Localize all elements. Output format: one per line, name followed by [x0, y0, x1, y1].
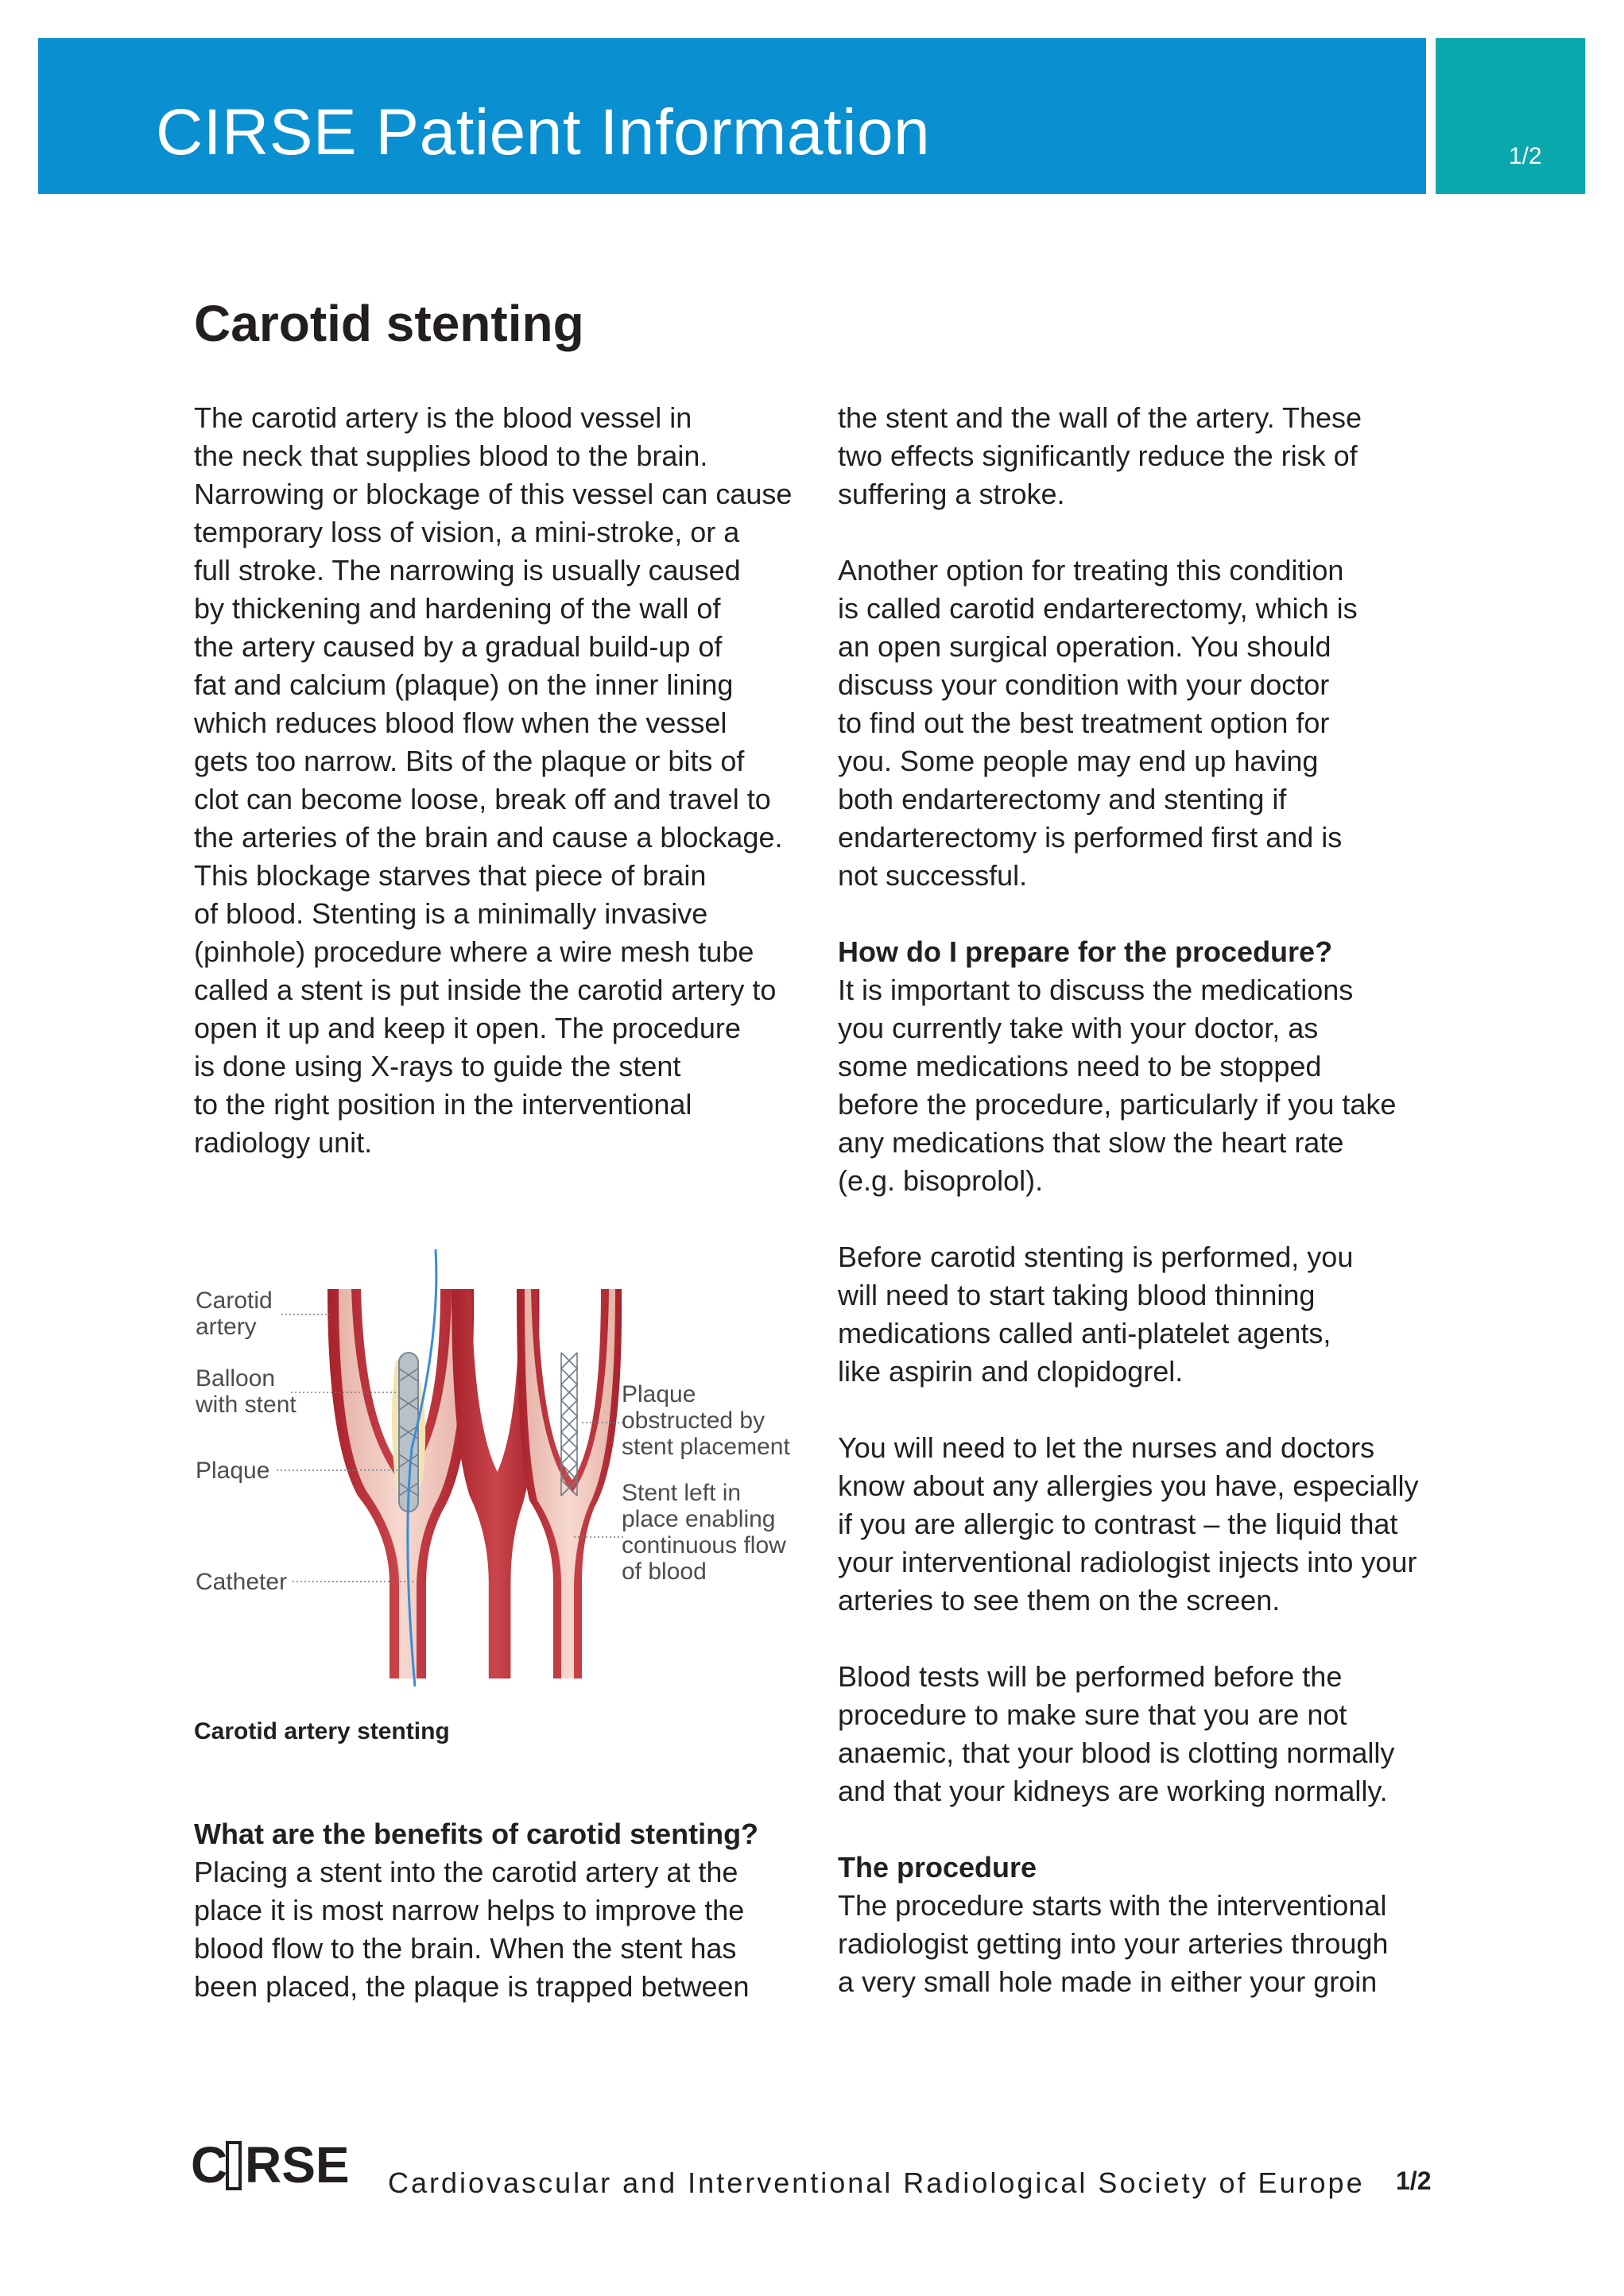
- artery-with-stent-detail: [517, 1289, 622, 1678]
- carotid-artery-illustration: [188, 1241, 808, 1694]
- intro-section: [194, 399, 814, 1162]
- procedure-paragraph: The procedure starts with the interventional radiologist getting into your arteries through a very small hole made in either your groin: [838, 1889, 1389, 1998]
- cirse-logo: [191, 2138, 358, 2190]
- prepare-paragraph-3: You will need to let the nurses and doctors know about any allergies you have, especially if you are allergic to contrast – the liquid that your interventional radiologist injects into your arteries to see them on the screen.: [838, 1431, 1419, 1616]
- continuation-paragraph: the stent and the wall of the artery. These two effects significantly reduce the risk of suffering a stroke.: [838, 401, 1362, 510]
- right-column: [838, 399, 1458, 2001]
- prepare-heading: How do I prepare for the procedure?: [838, 935, 1333, 968]
- prepare-paragraph-1: It is important to discuss the medications you currently take with your doctor, as some medications need to be stopped before the procedure, particularly if you take any medications that slow the heart rate (e.g. bisoprolol).: [838, 974, 1397, 1197]
- label-plaque-obstructed: Plaque obstructed by stent placement: [622, 1381, 790, 1460]
- header-page-box: [1436, 38, 1585, 194]
- label-balloon-with-stent: Balloon with stent: [196, 1365, 297, 1418]
- header-page-number: 1/2: [1509, 143, 1542, 169]
- intro-paragraph: The carotid artery is the blood vessel in the neck that supplies blood to the brain. Narrowing or blockage of this vessel can cause temporary loss of vision, a mini-stroke, or a full stroke. The narrowing is usually caused by thickening and hardening of the wall of the artery caused by a gradual build-up of fat and calcium (plaque) on the inner lining which reduces blood flow when the vessel gets too narrow. Bits of the plaque or bits of clot can become loose, break off and travel to the arteries of the brain and cause a blockage. This blockage starves that piece of brain of blood. Stenting is a minimally invasive (pinhole) procedure where a wire mesh tube called a stent is put inside the carotid artery to open it up and keep it open. The procedure is done using X-rays to guide the stent to the right position in the interventional radiology unit.: [194, 401, 793, 1159]
- svg-text:RSE: RSE: [245, 2138, 350, 2190]
- footer-page-number: 1/2: [1396, 2166, 1432, 2195]
- label-catheter: Catheter: [196, 1569, 288, 1595]
- svg-text:C: C: [191, 2138, 228, 2190]
- label-carotid-artery: Carotid artery: [196, 1287, 273, 1340]
- benefits-paragraph: Placing a stent into the carotid artery at the place it is most narrow helps to improve the blood flow to the brain. When the stent has been placed, the plaque is trapped between: [194, 1856, 750, 2003]
- procedure-heading: The procedure: [838, 1851, 1037, 1884]
- prepare-paragraph-2: Before carotid stenting is performed, you will need to start taking blood thinning medications called anti-platelet agents, like aspirin and clopidogrel.: [838, 1241, 1354, 1388]
- benefits-heading: What are the benefits of carotid stenting?: [194, 1818, 759, 1850]
- carotid-stenting-figure: [188, 1241, 808, 1694]
- header-title: CIRSE Patient Information: [156, 96, 931, 168]
- label-stent-left: Stent left in place enabling continuous flow of blood: [622, 1480, 786, 1585]
- figure-caption: Carotid artery stenting: [194, 1718, 450, 1744]
- label-plaque: Plaque: [196, 1458, 270, 1484]
- benefits-section: [194, 1815, 814, 2006]
- prepare-paragraph-4: Blood tests will be performed before the procedure to make sure that you are not anaemic, that your blood is clotting normally and that your kidneys are working normally.: [838, 1660, 1395, 1807]
- footer-society-name: Cardiovascular and Interventional Radiological Society of Europe: [388, 2166, 1365, 2199]
- document-title: Carotid stenting: [194, 295, 584, 352]
- endarterectomy-paragraph: Another option for treating this condition is called carotid endarterectomy, which is an open surgical operation. You should discuss your condition with your doctor to find out the best treatment option for you. Some people may end up having both endarterectomy and stenting if endarterectomy is performed first and is not successful.: [838, 554, 1358, 892]
